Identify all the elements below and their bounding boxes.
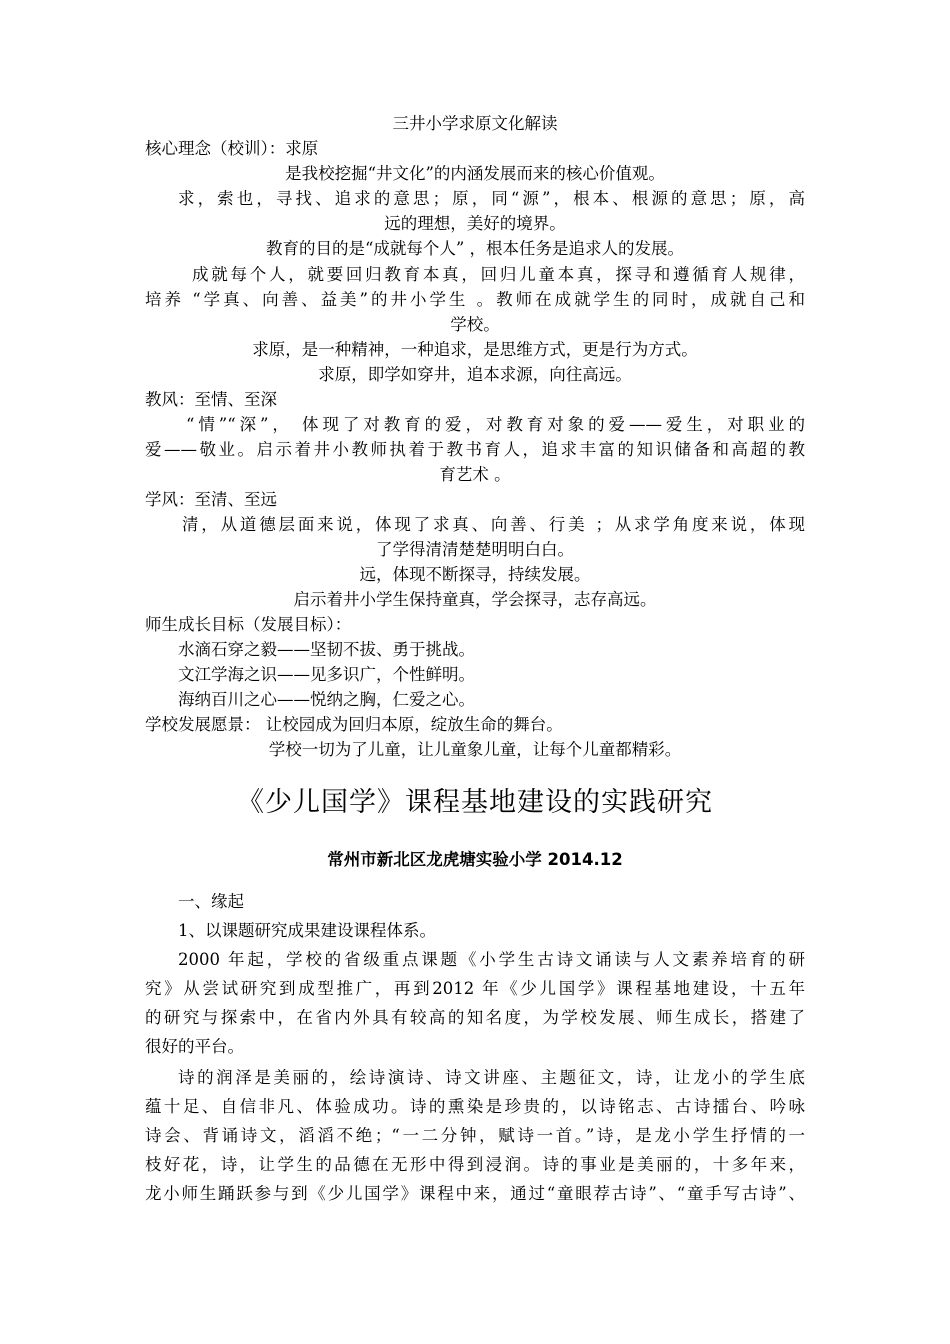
para2-line-5: 龙小师生踊跃参与到《少儿国学》课程中来，通过“童眼荐古诗”、“童手写古诗”、 xyxy=(145,1184,805,1203)
para2-line-1: 诗的润泽是美丽的，绘诗演诗、诗文讲座、主题征文，诗，让龙小的学生底 xyxy=(178,1068,805,1087)
section-heading: 一、缘起 xyxy=(178,892,244,911)
core-line-3: 远的理想，美好的境界。 xyxy=(384,214,566,233)
para2-line-4: 枝好花，诗，让学生的品德在无形中得到浸润。诗的事业是美丽的，十多年来， xyxy=(145,1155,805,1174)
growth-goal-1: 水滴石穿之毅——坚韧不拔、勇于挑战。 xyxy=(178,640,475,659)
section-title: 《少儿国学》课程基地建设的实践研究 xyxy=(237,787,713,818)
core-line-1: 是我校挖掘“井文化”的内涵发展而来的核心价值观。 xyxy=(285,164,665,183)
core-line-5: 成就每个人，就要回归教育本真，回归儿童本真，探寻和遵循育人规律， xyxy=(192,265,805,284)
core-line-2: 求，索也，寻找、追求的意思；原，同“源”，根本、根源的意思；原，高 xyxy=(178,189,805,208)
para2-line-2: 蕴十足、自信非凡、体验成功。诗的熏染是珍贵的，以诗铭志、古诗擂台、吟咏 xyxy=(145,1097,805,1116)
teaching-line-2: 爱——敬业。启示着井小教师执着于教书育人，追求丰富的知识储备和高超的教 xyxy=(145,440,805,459)
study-line-2: 了学得清清楚楚明明白白。 xyxy=(376,540,574,559)
study-style-label: 学风：至清、至远 xyxy=(145,490,277,509)
study-line-1: 清，从道德层面来说，体现了求真、向善、行美 ；从求学角度来说，体现 xyxy=(182,515,805,534)
para2-line-3: 诗会、背诵诗文，滔滔不绝；“一二分钟，赋诗一首。”诗，是龙小学生抒情的一 xyxy=(145,1126,805,1145)
vision-line: 学校发展愿景： 让校园成为回归本原，绽放生命的舞台。 xyxy=(145,715,563,734)
core-line-6: 培养 “学真、向善、益美”的井小学生 。教师在成就学生的同时，成就自己和 xyxy=(145,290,805,309)
doc-title: 三井小学求原文化解读 xyxy=(392,114,558,133)
core-line-7: 学校。 xyxy=(450,315,500,334)
para1-line-3: 的研究与探索中，在省内外具有较高的知名度，为学校发展、师生成长，搭建了 xyxy=(145,1008,805,1027)
section-subtitle: 常州市新北区龙虎塘实验小学 2014.12 xyxy=(327,850,623,869)
teaching-line-1: “情”“深”， 体现了对教育的爱，对教育对象的爱——爱生，对职业的 xyxy=(186,415,805,434)
growth-goal-2: 文江学海之识——见多识广，个性鲜明。 xyxy=(178,665,475,684)
growth-goal-label: 师生成长目标（发展目标）： xyxy=(145,615,352,634)
core-concept-label: 核心理念（校训）：求原 xyxy=(145,139,319,158)
teaching-line-3: 育艺术 。 xyxy=(439,465,511,484)
para1-line-4: 很好的平台。 xyxy=(145,1037,244,1056)
study-line-3: 远，体现不断探寻，持续发展。 xyxy=(359,565,591,584)
core-line-8: 求原，是一种精神，一种追求，是思维方式，更是行为方式。 xyxy=(252,340,698,359)
item-heading-1: 1、以课题研究成果建设课程体系。 xyxy=(178,921,436,940)
para1-line-1: 2000 年起，学校的省级重点课题《小学生古诗文诵读与人文素养培育的研 xyxy=(178,950,805,969)
core-line-9: 求原，即学如穿井，追本求源，向往高远。 xyxy=(318,365,632,384)
teaching-style-label: 教风：至情、至深 xyxy=(145,390,277,409)
core-line-4: 教育的目的是“成就每个人” ，根本任务是追求人的发展。 xyxy=(265,239,685,258)
vision-sub: 学校一切为了儿童，让儿童象儿童，让每个儿童都精彩。 xyxy=(268,740,682,759)
para1-line-2: 究》从尝试研究到成型推广，再到2012 年《少儿国学》课程基地建设，十五年 xyxy=(145,979,805,998)
growth-goal-3: 海纳百川之心——悦纳之胸，仁爱之心。 xyxy=(178,690,475,709)
study-line-4: 启示着井小学生保持童真，学会探寻，志存高远。 xyxy=(293,590,657,609)
